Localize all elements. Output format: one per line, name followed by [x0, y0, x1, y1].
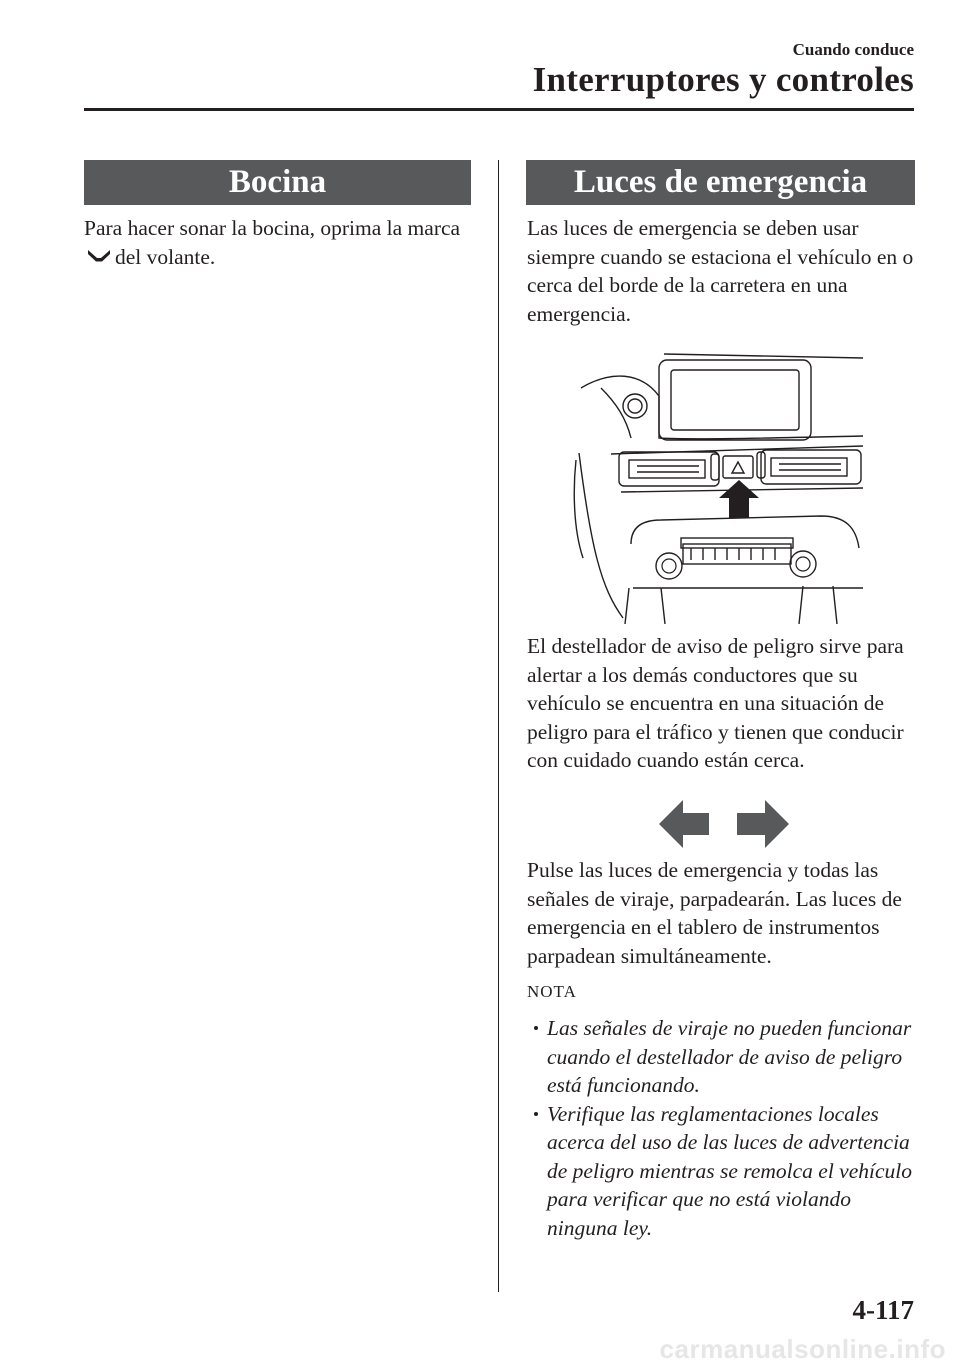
note-item: [527, 1014, 922, 1100]
emergency-intro-paragraph: Las luces de emergencia se deben usar siempre cuando se estaciona el vehículo en o cerca del borde de la carretera en una emergencia.: [527, 216, 914, 326]
turn-left-arrow-icon: [659, 800, 709, 848]
bocina-text-after: del volante.: [115, 244, 216, 269]
note-list: [527, 1014, 922, 1242]
heading-luces-de-emergencia: Luces de emergencia: [526, 160, 915, 205]
running-header-section: Cuando conduce: [792, 40, 914, 59]
heading-bocina: Bocina: [84, 160, 471, 205]
bullet-icon: [534, 1026, 538, 1030]
column-divider: [498, 160, 499, 1292]
note-item: [527, 1100, 922, 1243]
bocina-text-before: Para hacer sonar la bocina, oprima la marca: [84, 216, 461, 240]
horn-icon: [86, 248, 112, 265]
bullet-icon: [534, 1112, 538, 1116]
turn-right-arrow-icon: [737, 800, 789, 848]
hazard-switch-dashboard-illustration: [571, 348, 867, 624]
watermark-url: carmanualsonline.info: [659, 1334, 946, 1364]
page-number: 4-117: [852, 1295, 914, 1325]
note-label: NOTA: [527, 982, 577, 1001]
note-text: Las señales de viraje no pueden funcionar cuando el destellador de aviso de peligro está funcionando.: [547, 1016, 912, 1097]
hazard-description-paragraph: El destellador de aviso de peligro sirve para alertar a los demás conductores que su vehículo se encuentra en una situación de peligro para el tráfico y tienen que conducir con cuidado cuando están cerca.: [527, 634, 904, 772]
hazard-operation-paragraph: Pulse las luces de emergencia y todas las señales de viraje, parpadearán. Las luces de emergencia en el tablero de instrumentos parpadean simultáneamente.: [527, 858, 902, 968]
note-text: Verifique las reglamentaciones locales acerca del uso de las luces de advertencia de peligro mientras se remolca el vehículo para verificar que no está violando ninguna ley.: [547, 1101, 913, 1240]
bocina-paragraph: [84, 214, 474, 271]
header-rule: [84, 108, 914, 111]
running-header-title: Interruptores y controles: [532, 60, 914, 99]
turn-signal-indicator-icons: [657, 797, 791, 853]
